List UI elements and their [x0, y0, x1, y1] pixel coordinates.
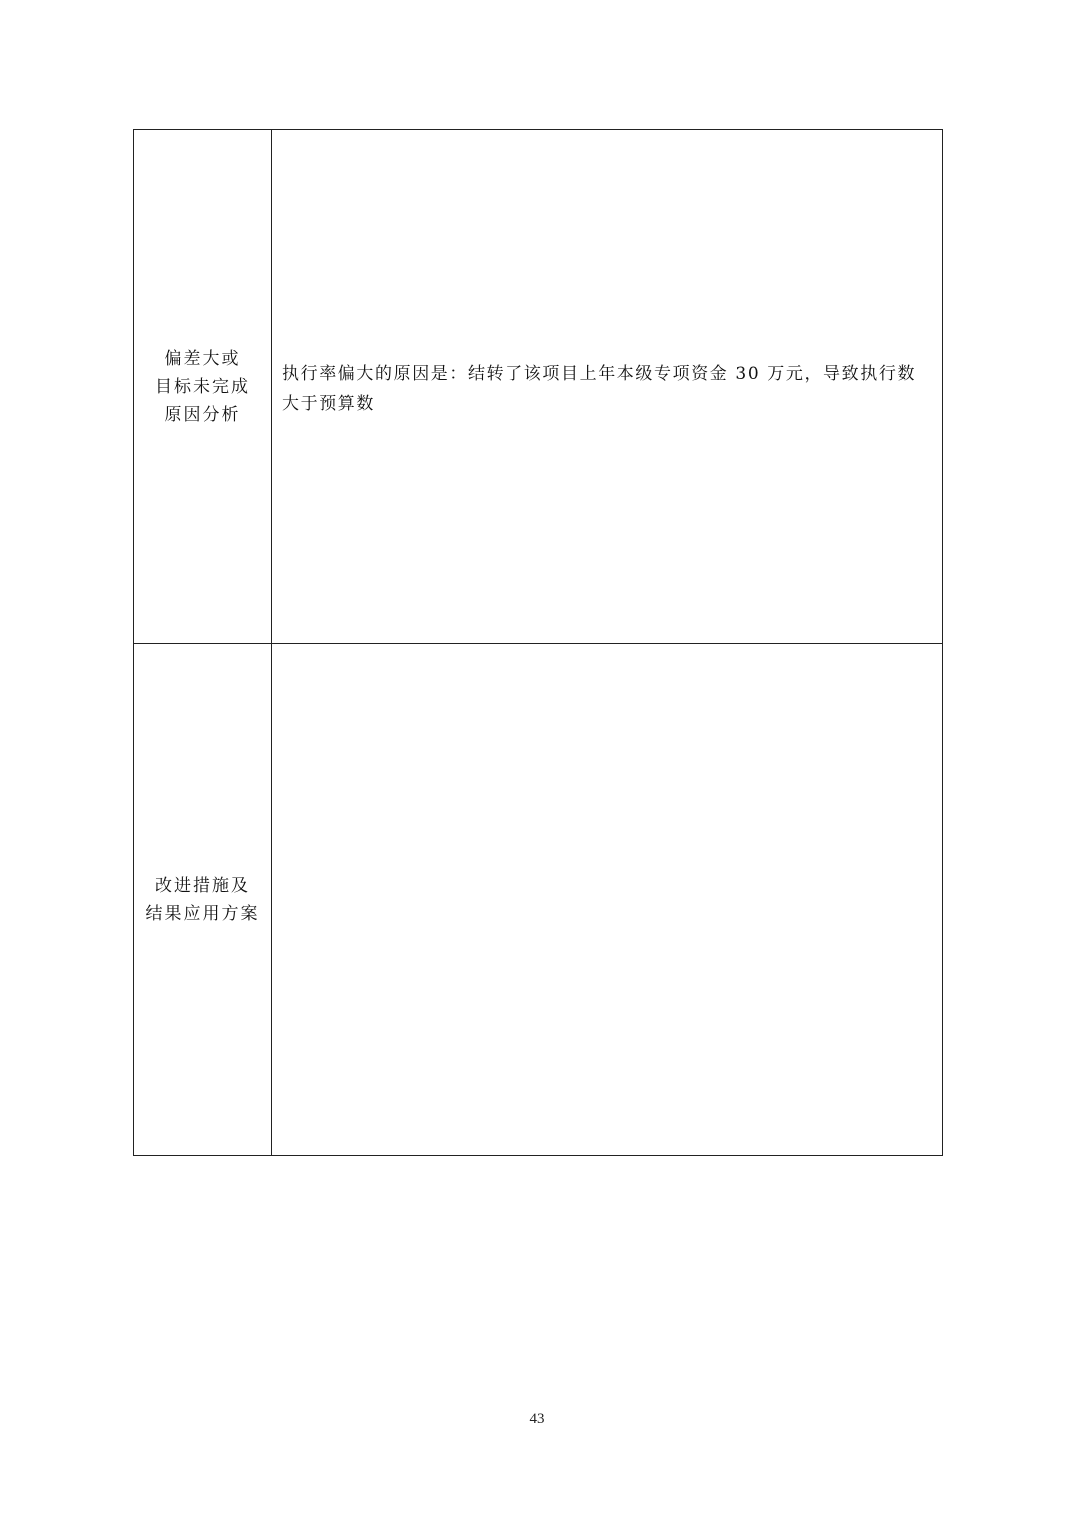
label-line: 改进措施及 — [155, 875, 250, 896]
table-row — [134, 644, 943, 1156]
label-line: 原因分析 — [164, 404, 241, 425]
deviation-analysis-label — [134, 130, 272, 644]
label-line: 目标未完成 — [155, 376, 250, 397]
improvement-measures-text — [282, 898, 932, 902]
deviation-analysis-content — [272, 130, 943, 644]
table-row — [134, 130, 943, 644]
improvement-measures-content — [272, 644, 943, 1156]
evaluation-table — [133, 129, 943, 1156]
deviation-analysis-text: 执行率偏大的原因是：结转了该项目上年本级专项资金 30 万元，导致执行数大于预算数 — [282, 363, 917, 414]
label-line: 偏差大或 — [164, 348, 241, 369]
improvement-measures-label — [134, 644, 272, 1156]
page-number: 43 — [529, 1411, 545, 1427]
label-line: 结果应用方案 — [145, 903, 260, 924]
